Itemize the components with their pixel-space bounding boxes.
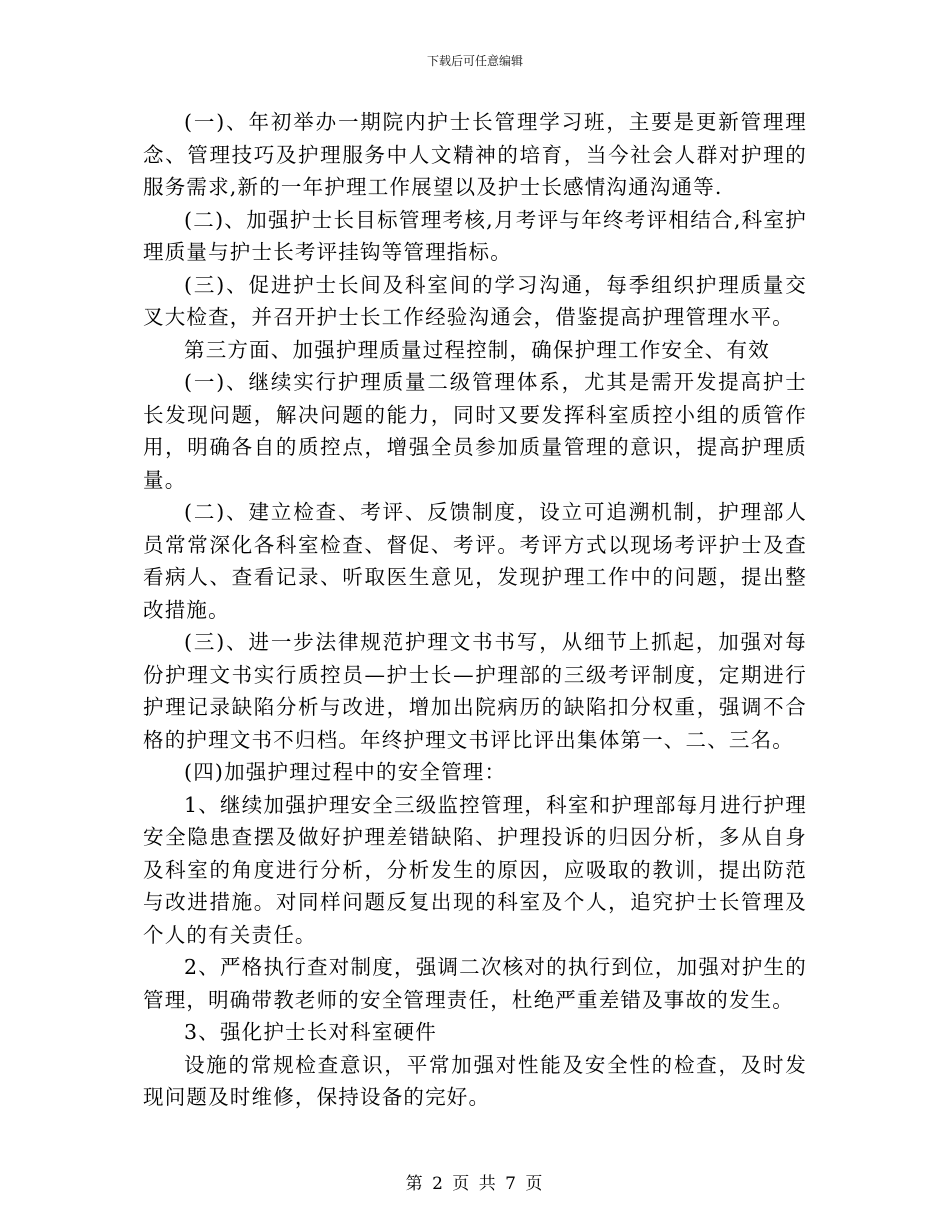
page-header: 下载后可任意编辑 xyxy=(426,54,523,68)
list-item: 3、强化护士长对科室硬件 xyxy=(184,1020,437,1044)
section-heading: 第三方面、加强护理质量过程控制，确保护理工作安全、有效 xyxy=(184,337,770,362)
paragraph: (一)、年初举办一期院内护士长管理学习班，主要是更新管理理念、管理技巧及护理服务中人文精神的培育，当今社会人群对护理的服务需求,新的一年护理工作展望以及护士长感情沟通沟通等. xyxy=(143,110,807,199)
paragraph: (三)、进一步法律规范护理文书书写，从细节上抓起，加强对每份护理文书实行质控员—护士长—护理部的三级考评制度，定期进行护理记录缺陷分析与改进，增加出院病历的缺陷扣分权重，强调不合格的护理文书不归档。年终护理文书评比评出集体第一、二、三名。 xyxy=(143,630,807,752)
paragraph: 设施的常规检查意识，平常加强对性能及安全性的检查，及时发现问题及时维修，保持设备的完好。 xyxy=(143,1052,807,1109)
paragraph: (三)、促进护士长间及科室间的学习沟通，每季组织护理质量交叉大检查，并召开护士长工作经验沟通会，借鉴提高护理管理水平。 xyxy=(143,272,807,329)
list-item: 2、严格执行查对制度，强调二次核对的执行到位，加强对护生的管理，明确带教老师的安全管理责任，杜绝严重差错及事故的发生。 xyxy=(143,955,807,1012)
subsection-heading: (四)加强护理过程中的安全管理： xyxy=(184,760,507,784)
paragraph: (二)、加强护士长目标管理考核,月考评与年终考评相结合,科室护理质量与护士长考评挂钩等管理指标。 xyxy=(143,207,807,264)
document-body xyxy=(143,106,807,1114)
page-number: 第 2 页 共 7 页 xyxy=(405,1174,545,1194)
list-item: 1、继续加强护理安全三级监控管理，科室和护理部每月进行护理安全隐患查摆及做好护理差错缺陷、护理投诉的归因分析，多从自身及科室的角度进行分析，分析发生的原因，应吸取的教训，提出防范与改进措施。对同样问题反复出现的科室及个人，追究护士长管理及个人的有关责任。 xyxy=(143,792,807,947)
paragraph: (二)、建立检查、考评、反馈制度，设立可追溯机制，护理部人员常常深化各科室检查、督促、考评。考评方式以现场考评护士及查看病人、查看记录、听取医生意见，发现护理工作中的问题，提出整改措施。 xyxy=(143,500,807,622)
paragraph: (一)、继续实行护理质量二级管理体系，尤其是需开发提高护士长发现问题，解决问题的能力，同时又要发挥科室质控小组的质管作用，明确各自的质控点，增强全员参加质量管理的意识，提高护理质量。 xyxy=(143,370,807,492)
